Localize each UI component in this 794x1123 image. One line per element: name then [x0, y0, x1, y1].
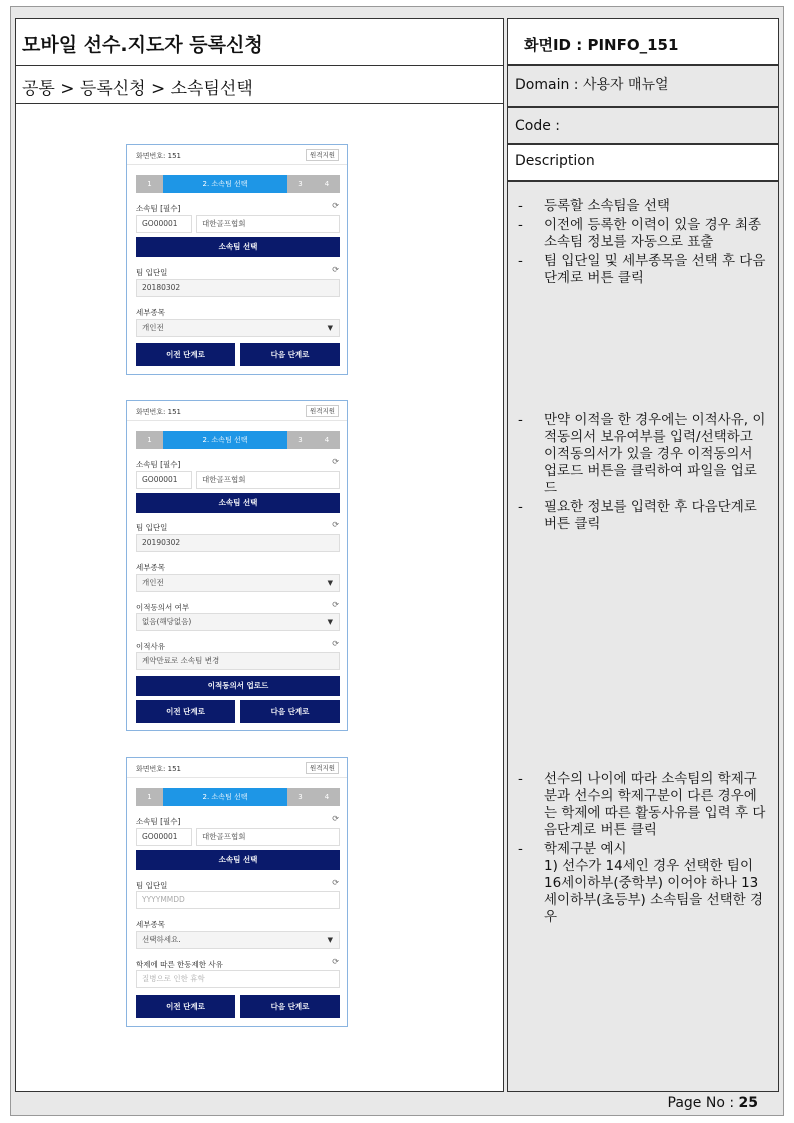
screen-id: 화면ID : PINFO_151 — [507, 18, 779, 65]
description-item: - 이전에 등록한 이력이 있을 경우 최종 소속팀 정보를 자동으로 표출 — [518, 217, 762, 250]
mockup-header — [127, 758, 347, 778]
description-item: - 선수의 나이에 따라 소속팀의 학제구분과 선수의 학제구분이 다른 경우에는 학제에 따른 활동사유를 입력 후 다음단계로 버튼 클릭 — [518, 771, 766, 838]
next-step-button[interactable]: 다음 단계로 — [240, 343, 340, 366]
remote-support-button[interactable]: 원격지원 — [306, 405, 339, 417]
team-code-field[interactable]: GO00001 — [136, 828, 192, 846]
step-2-current: 2. 소속팀 선택 — [163, 431, 287, 449]
refresh-icon[interactable]: ⟳ — [332, 957, 339, 966]
mockup-header — [127, 145, 347, 165]
transfer-reason-label: 이적사유 — [136, 642, 165, 651]
step-2-current: 2. 소속팀 선택 — [163, 175, 287, 193]
team-select-button[interactable]: 소속팀 선택 — [136, 237, 340, 257]
event-select[interactable] — [136, 931, 340, 949]
step-indicator — [136, 431, 340, 449]
chevron-down-icon: ▼ — [327, 579, 333, 587]
page-title: 모바일 선수.지도자 등록신청 — [16, 19, 503, 66]
step-3: 3 — [287, 175, 314, 193]
refresh-icon[interactable]: ⟳ — [332, 457, 339, 466]
domain-cell: Domain : 사용자 매뉴얼 — [507, 65, 779, 107]
description-item: - 등록할 소속팀을 선택 — [518, 198, 670, 214]
page-number — [668, 1095, 758, 1111]
team-code-field[interactable]: GO00001 — [136, 215, 192, 233]
remote-support-button[interactable]: 원격지원 — [306, 762, 339, 774]
next-step-button[interactable]: 다음 단계로 — [240, 700, 340, 723]
team-name-field[interactable]: 대한골프협회 — [196, 828, 340, 846]
team-name-field[interactable]: 대한골프협회 — [196, 215, 340, 233]
page-label: Page No : — [667, 1095, 739, 1111]
transfer-reason-field[interactable]: 계약만료로 소속팀 변경 — [136, 652, 340, 670]
description-item: - 필요한 정보를 입력한 후 다음단계로 버튼 클릭 — [518, 499, 757, 532]
step-2-current: 2. 소속팀 선택 — [163, 788, 287, 806]
screen-number: 화면번호: 151 — [136, 152, 181, 160]
code-cell: Code : — [507, 107, 779, 144]
transfer-consent-label: 이적동의서 여부 — [136, 603, 190, 612]
event-label: 세부종목 — [136, 563, 165, 572]
team-code-field[interactable]: GO00001 — [136, 471, 192, 489]
description-block-3 — [516, 771, 766, 928]
join-date-field[interactable]: 20180302 — [136, 279, 340, 297]
join-date-label: 팀 입단일 — [136, 268, 168, 277]
step-indicator — [136, 175, 340, 193]
step-1: 1 — [136, 431, 163, 449]
mockup-transfer — [126, 400, 348, 731]
page-number-value: 25 — [738, 1095, 758, 1111]
description-block-1 — [516, 198, 766, 289]
school-reason-label: 학제에 따른 한동제한 사유 — [136, 960, 223, 969]
join-date-label: 팀 입단일 — [136, 881, 168, 890]
team-select-button[interactable]: 소속팀 선택 — [136, 850, 340, 870]
refresh-icon[interactable]: ⟳ — [332, 201, 339, 210]
team-name-field[interactable]: 대한골프협회 — [196, 471, 340, 489]
refresh-icon[interactable]: ⟳ — [332, 520, 339, 529]
step-3: 3 — [287, 788, 314, 806]
step-4: 4 — [314, 431, 340, 449]
school-reason-field[interactable]: 질병으로 인한 휴학 — [136, 970, 340, 988]
mockup-team-select — [126, 144, 348, 375]
description-item: - 팀 입단일 및 세부종목을 선택 후 다음단계로 버튼 클릭 — [518, 253, 766, 286]
prev-step-button[interactable]: 이전 단계로 — [136, 700, 235, 723]
team-label: 소속팀 [필수] — [136, 204, 181, 213]
refresh-icon[interactable]: ⟳ — [332, 600, 339, 609]
step-1: 1 — [136, 788, 163, 806]
step-indicator — [136, 788, 340, 806]
description-body — [507, 181, 779, 1092]
transfer-upload-button[interactable]: 이적동의서 업로드 — [136, 676, 340, 696]
refresh-icon[interactable]: ⟳ — [332, 814, 339, 823]
chevron-down-icon: ▼ — [327, 618, 333, 626]
step-1: 1 — [136, 175, 163, 193]
refresh-icon[interactable]: ⟳ — [332, 878, 339, 887]
mockup-header — [127, 401, 347, 421]
refresh-icon[interactable]: ⟳ — [332, 639, 339, 648]
screen-number: 화면번호: 151 — [136, 408, 181, 416]
team-select-button[interactable]: 소속팀 선택 — [136, 493, 340, 513]
event-select-value: 개인전 — [142, 578, 164, 587]
prev-step-button[interactable]: 이전 단계로 — [136, 995, 235, 1018]
prev-step-button[interactable]: 이전 단계로 — [136, 343, 235, 366]
team-label: 소속팀 [필수] — [136, 817, 181, 826]
event-select-value: 개인전 — [142, 323, 164, 332]
join-date-field[interactable]: 20190302 — [136, 534, 340, 552]
transfer-consent-select[interactable] — [136, 613, 340, 631]
remote-support-button[interactable]: 원격지원 — [306, 149, 339, 161]
team-label: 소속팀 [필수] — [136, 460, 181, 469]
event-select[interactable] — [136, 319, 340, 337]
screen-number: 화면번호: 151 — [136, 765, 181, 773]
transfer-consent-value: 없음(해당없음) — [142, 617, 192, 626]
refresh-icon[interactable]: ⟳ — [332, 265, 339, 274]
step-4: 4 — [314, 175, 340, 193]
breadcrumb: 공통 > 등록신청 > 소속팀선택 — [16, 66, 503, 104]
description-header: Description — [507, 144, 779, 181]
info-panel — [507, 18, 779, 1092]
chevron-down-icon: ▼ — [327, 324, 333, 332]
chevron-down-icon: ▼ — [327, 936, 333, 944]
event-select[interactable] — [136, 574, 340, 592]
next-step-button[interactable]: 다음 단계로 — [240, 995, 340, 1018]
description-block-2 — [516, 412, 766, 535]
description-item: - 학제구분 예시 1) 선수가 14세인 경우 선택한 팀이 16세이하부(중학부) 이어야 하나 13세이하부(초등부) 소속팀을 선택한 경우 — [518, 841, 764, 925]
join-date-label: 팀 입단일 — [136, 523, 168, 532]
event-label: 세부종목 — [136, 308, 165, 317]
mockup-school-reason — [126, 757, 348, 1027]
step-3: 3 — [287, 431, 314, 449]
event-label: 세부종목 — [136, 920, 165, 929]
description-item: - 만약 이적을 한 경우에는 이적사유, 이적동의서 보유여부를 입력/선택하고 이적동의서가 있을 경우 이적동의서 업로드 버튼을 클릭하여 파일을 업로드 — [518, 412, 766, 496]
event-select-value: 선택하세요. — [142, 935, 181, 944]
join-date-field[interactable]: YYYYMMDD — [136, 891, 340, 909]
step-4: 4 — [314, 788, 340, 806]
